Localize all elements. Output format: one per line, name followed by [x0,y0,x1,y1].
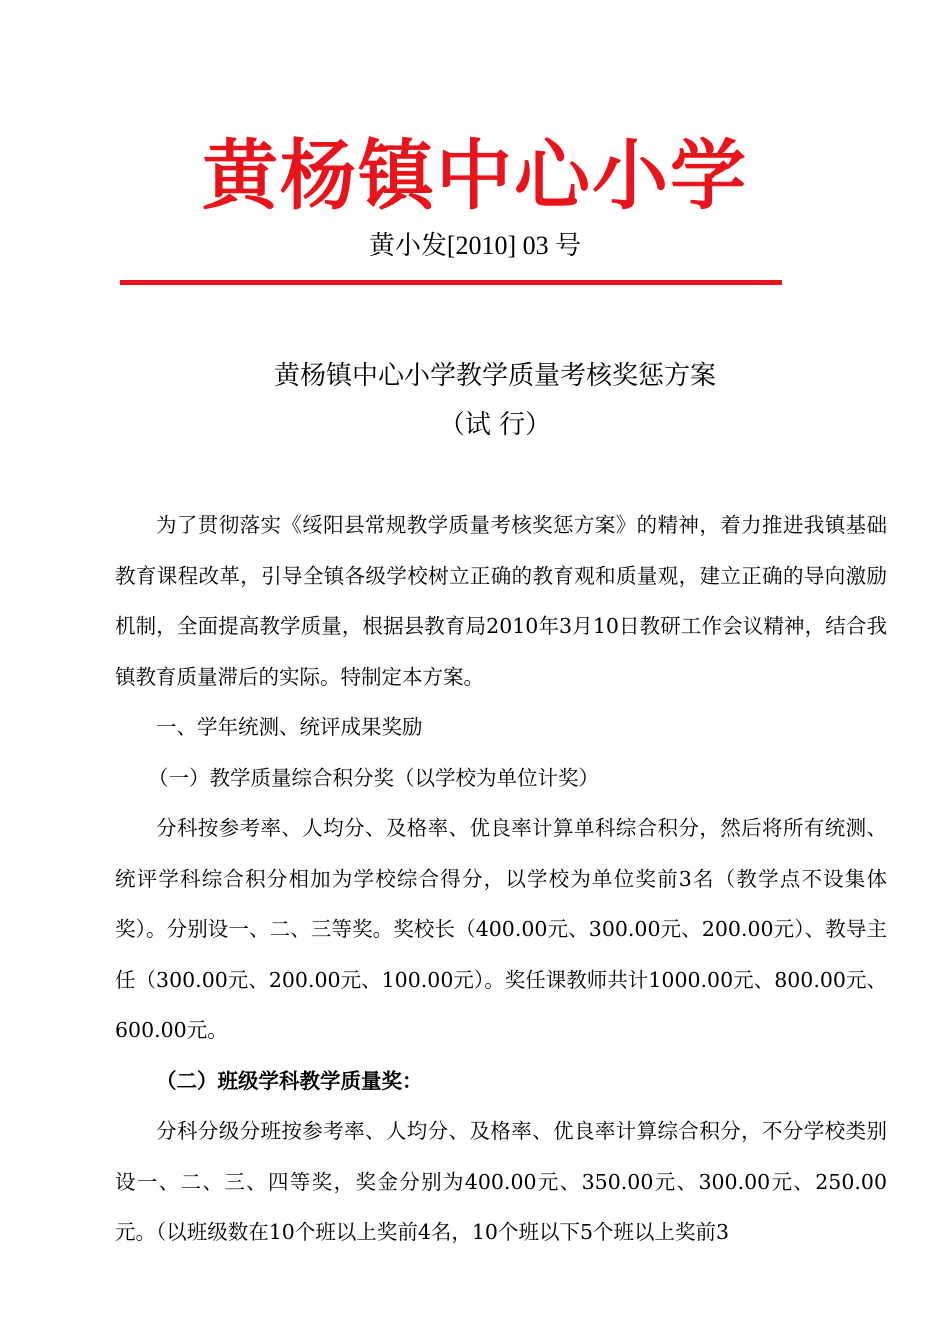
paragraph-intro: 为了贯彻落实《绥阳县常规教学质量考核奖惩方案》的精神，着力推进我镇基础教育课程改革，引导全镇各级学校树立正确的教育观和质量观，建立正确的导向激励机制，全面提高教学质量，根据县教育局2010年3月10日教研工作会议精神，结合我镇教育质量滞后的实际。特制定本方案。 [115,513,887,689]
paragraph-class-subject-award: 分科分级分班按参考率、人均分、及格率、优良率计算综合积分，不分学校类别设一、二、三、四等奖，奖金分别为400.00元、350.00元、300.00元、250.00元。（以班级数在10个班以上奖前4名，10个班以下5个班以上奖前3 [115,1119,887,1244]
subsection-heading-1: （一）教学质量综合积分奖（以学校为单位计奖） [148,765,599,790]
red-divider-rule [120,280,782,285]
document-subtitle: （试 行） [438,410,552,440]
document-body [115,500,887,1258]
section-heading-1: 一、学年统测、统评成果奖励 [156,715,423,739]
subsection-heading-2: （二）班级学科教学质量奖： [156,1068,423,1093]
document-number: 黄小发[2010] 03 号 [368,231,582,260]
paragraph-composite-score: 分科按参考率、人均分、及格率、优良率计算单科综合积分，然后将所有统测、统评学科综合积分相加为学校综合得分，以学校为单位奖前3名（教学点不设集体奖）。分别设一、二、三等奖。奖校长（400.00元、300.00元、200.00元）、教导主任（300.00元、200.00元、100.00元）。奖任课教师共计1000.00元、800.00元、600.00元。 [115,816,887,1042]
org-name-header: 黄杨镇中心小学 [202,131,748,220]
document-title: 黄杨镇中心小学教学质量考核奖惩方案 [273,361,716,391]
